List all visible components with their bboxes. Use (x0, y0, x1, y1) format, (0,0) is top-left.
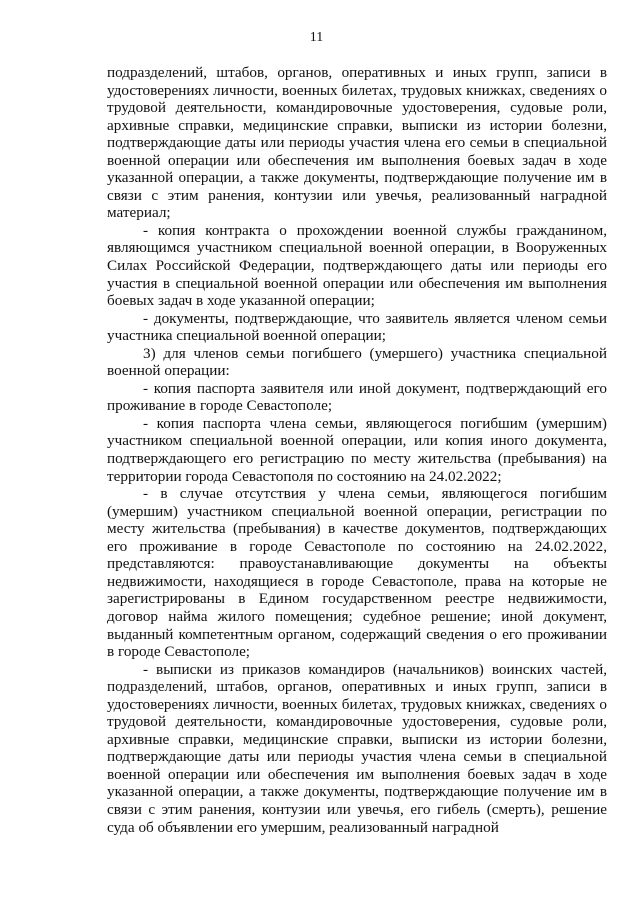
paragraph-6: - копия паспорта члена семьи, являющегося погибшим (умершим) участником специальной военной операции, или копия иного документа, подтверждающего его регистрацию по месту жительства (пребывания) на территории города Севастополя по состоянию на 24.02.2022; (107, 414, 607, 485)
page-number: 11 (309, 30, 324, 45)
document-body (107, 64, 607, 836)
paragraph-1: подразделений, штабов, органов, оперативных и иных групп, записи в удостоверениях личности, военных билетах, трудовых книжках, сведениях о трудовой деятельности, командировочные удостоверения, судовые роли, архивные справки, медицинские справки, выписки из истории болезни, подтверждающие даты или периоды участия члена его семьи в специальной военной операции или обеспечения им выполнения боевых задач в ходе указанной операции, а также документы, подтверждающие получение им в связи с этим ранения, контузии или увечья, реализованный наградной материал; (107, 64, 607, 222)
paragraph-5: - копия паспорта заявителя или иной документ, подтверждающий его проживание в городе Севастополе; (107, 379, 607, 415)
paragraph-8: - выписки из приказов командиров (начальников) воинских частей, подразделений, штабов, органов, оперативных и иных групп, записи в удостоверениях личности, военных билетах, трудовых книжках, сведениях о трудовой деятельности, командировочные удостоверения, судовые роли, архивные справки, медицинские справки, выписки из истории болезни, подтверждающие даты или периоды участия члена семьи в специальной военной операции или обеспечения им выполнения боевых задач в ходе указанной операции, а также документы, подтверждающие получение им в связи с этим ранения, контузии или увечья, его гибель (смерть), решение суда об объявлении его умершим, реализованный наградной (107, 660, 607, 836)
paragraph-7: - в случае отсутствия у члена семьи, являющегося погибшим (умершим) участником специальной военной операции, регистрации по месту жительства (пребывания) в качестве документов, подтверждающих его проживание в городе Севастополе по состоянию на 24.02.2022, представляются: правоустанавливающие документы на объекты недвижимости, находящиеся в городе Севастополе, права на которые не зарегистрированы в Едином государственном реестре недвижимости, договор найма жилого помещения; судебное решение; иной документ, выданный компетентным органом, содержащий сведения о его проживании в городе Севастополе; (107, 485, 607, 661)
paragraph-3: - документы, подтверждающие, что заявитель является членом семьи участника специальной военной операции; (107, 309, 607, 345)
paragraph-2: - копия контракта о прохождении военной службы гражданином, являющимся участником специальной военной операции, в Вооруженных Силах Российской Федерации, подтверждающего даты или периоды его участия в специальной военной операции или обеспечения им выполнения боевых задач в ходе указанной операции; (107, 221, 607, 310)
paragraph-4: 3) для членов семьи погибшего (умершего) участника специальной военной операции: (107, 344, 607, 380)
